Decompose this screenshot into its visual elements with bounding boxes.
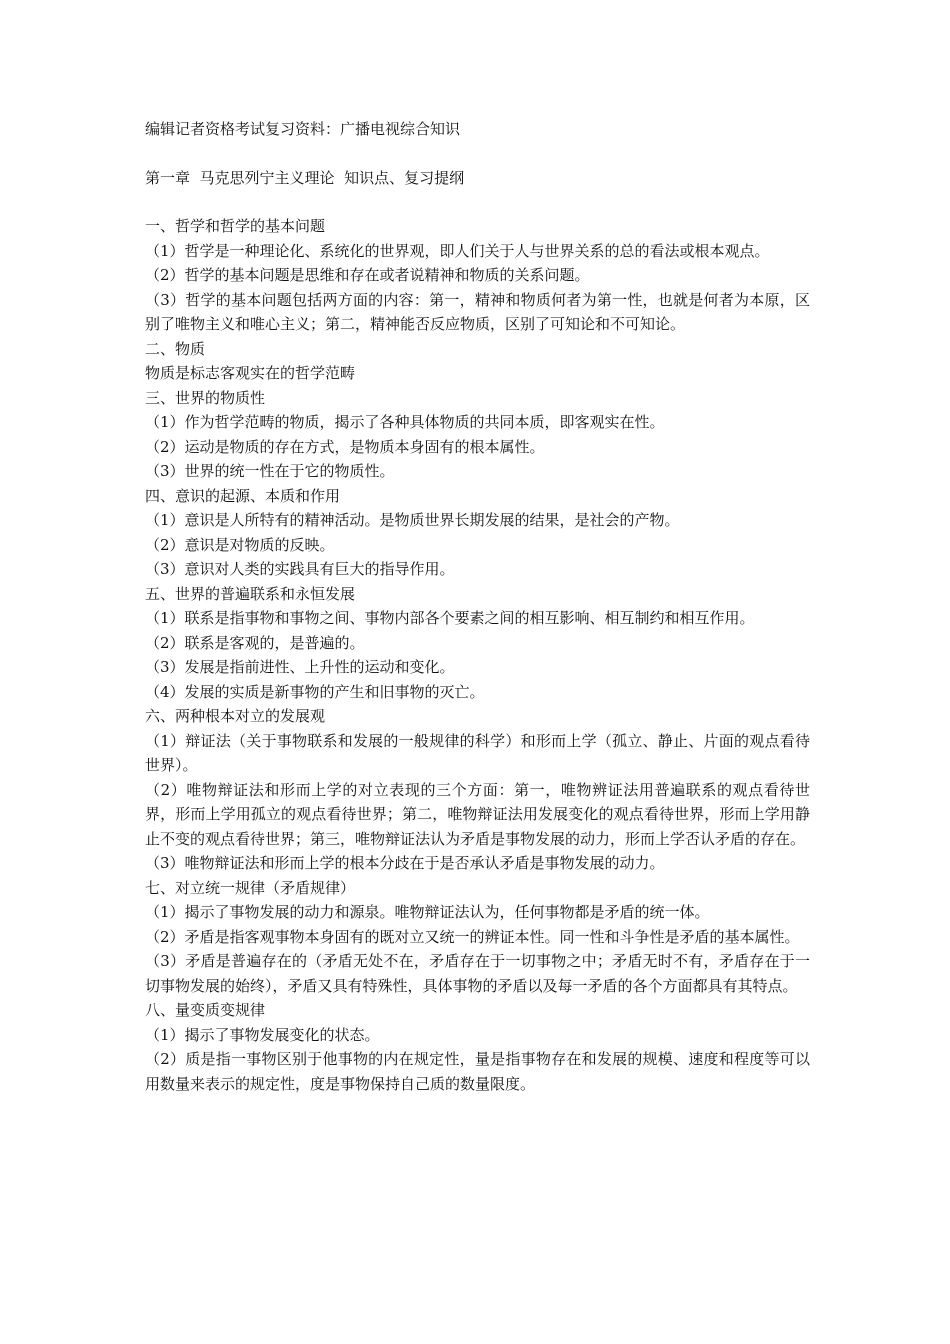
paragraph: （2）运动是物质的存在方式，是物质本身固有的根本属性。 — [145, 437, 545, 456]
paragraph: （2）唯物辩证法和形而上学的对立表现的三个方面：第一，唯物辨证法用普遍联系的观点看待世界，形而上学用孤立的观点看待世界；第二，唯物辩证法用发展变化的观点看待世界，形而上学用静止不变的观点看待世界；第三，唯物辩证法认为矛盾是事物发展的动力，形而上学否认矛盾的存在。 — [145, 780, 810, 848]
section-heading: 一、哲学和哲学的基本问题 — [145, 217, 326, 235]
paragraph: （1）揭示了事物发展的动力和源泉。唯物辩证法认为，任何事物都是矛盾的统一体。 — [145, 903, 710, 921]
section-heading: 六、两种根本对立的发展观 — [145, 707, 326, 725]
document-page — [145, 117, 810, 1096]
paragraph: （1）哲学是一种理论化、系统化的世界观，即人们关于人与世界关系的总的看法或根本观点。 — [145, 241, 770, 260]
chapter-title: 第一章 马克思列宁主义理论 知识点、复习提纲 — [145, 168, 465, 187]
paragraph: （3）发展是指前进性、上升性的运动和变化。 — [145, 658, 455, 676]
section-heading: 三、世界的物质性 — [145, 388, 266, 407]
section-heading: 四、意识的起源、本质和作用 — [145, 486, 341, 505]
section-heading: 七、对立统一规律（矛盾规律） — [145, 878, 356, 897]
paragraph: （2）质是指一事物区别于他事物的内在规定性，量是指事物存在和发展的规模、速度和程度等可以用数量来表示的规定性，度是事物保持自己质的数量限度。 — [145, 1050, 810, 1093]
paragraph: （3）意识对人类的实践具有巨大的指导作用。 — [145, 560, 455, 578]
paragraph: （1）意识是人所特有的精神活动。是物质世界长期发展的结果，是社会的产物。 — [145, 511, 680, 529]
paragraph: （3）矛盾是普遍存在的（矛盾无处不在，矛盾存在于一切事物之中；矛盾无时不有，矛盾存在于一切事物发展的始终），矛盾又具有特殊性，具体事物的矛盾以及每一矛盾的各个方面都具有其特点。 — [145, 952, 810, 995]
paragraph: （4）发展的实质是新事物的产生和旧事物的灭亡。 — [145, 682, 485, 701]
document-body — [145, 214, 810, 1096]
paragraph: （1）揭示了事物发展变化的状态。 — [145, 1025, 380, 1044]
paragraph: （3）世界的统一性在于它的物质性。 — [145, 462, 395, 480]
paragraph: （3）唯物辩证法和形而上学的根本分歧在于是否承认矛盾是事物发展的动力。 — [145, 854, 665, 872]
paragraph: （1）辩证法（关于事物联系和发展的一般规律的科学）和形而上学（孤立、静止、片面的观点看待世界）。 — [145, 731, 810, 774]
section-heading: 五、世界的普遍联系和永恒发展 — [145, 584, 356, 603]
paragraph: （2）意识是对物质的反映。 — [145, 535, 335, 554]
paragraph: （2）矛盾是指客观事物本身固有的既对立又统一的辨证本性。同一性和斗争性是矛盾的基本属性。 — [145, 927, 800, 946]
paragraph: （2）哲学的基本问题是思维和存在或者说精神和物质的关系问题。 — [145, 266, 590, 284]
document-title: 编辑记者资格考试复习资料：广播电视综合知识 — [145, 120, 461, 138]
paragraph: （3）哲学的基本问题包括两方面的内容：第一，精神和物质何者为第一性，也就是何者为本原，区别了唯物主义和唯心主义；第二，精神能否反应物质，区别了可知论和不可知论。 — [145, 290, 810, 333]
section-heading: 二、物质 — [145, 339, 206, 358]
section-heading: 八、量变质变规律 — [145, 1001, 266, 1019]
paragraph: （1）联系是指事物和事物之间、事物内部各个要素之间的相互影响、相互制约和相互作用。 — [145, 609, 755, 627]
paragraph: 物质是标志客观实在的哲学范畴 — [145, 364, 356, 382]
paragraph: （1）作为哲学范畴的物质，揭示了各种具体物质的共同本质，即客观实在性。 — [145, 413, 665, 431]
paragraph: （2）联系是客观的，是普遍的。 — [145, 633, 365, 652]
